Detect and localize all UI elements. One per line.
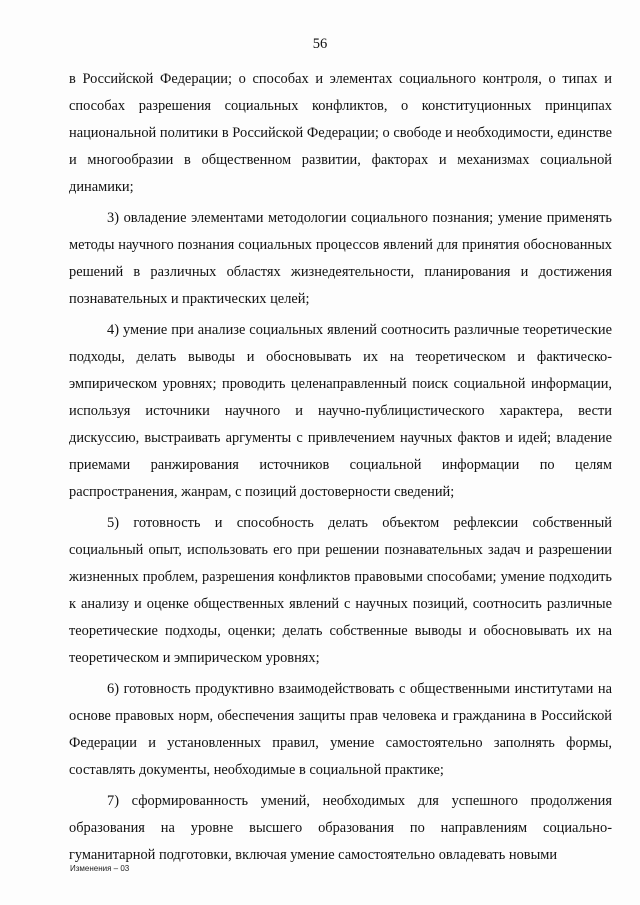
document-body	[69, 66, 612, 869]
paragraph-item-7: 7) сформированность умений, необходимых для успешного продолжения образования на уровне высшего образования по направлениям социально-гуманитарной подготовки, включая умение самостоятельно овладевать новыми	[69, 793, 612, 863]
paragraph-item-4: 4) умение при анализе социальных явлений соотносить различные теоретические подходы, делать выводы и обосновывать их на теоретическом и фактическо-эмпирическом уровнях; проводить целенаправленный поиск социальной информации, используя источники научного и научно-публицистического характера, вести дискуссию, выстраивать аргументы с привлечением научных фактов и идей; владение приемами ранжирования источников социальной информации по целям распространения, жанрам, с позиций достоверности сведений;	[69, 322, 612, 500]
paragraph-continuation: в Российской Федерации; о способах и элементах социального контроля, о типах и способах разрешения социальных конфликтов, о конституционных принципах национальной политики в Российской Федерации; о свободе и необходимости, единстве и многообразии в общественном развитии, факторах и механизмах социальной динамики;	[69, 71, 612, 195]
footer-revision-note: Изменения – 03	[70, 864, 130, 873]
paragraph-item-6: 6) готовность продуктивно взаимодействовать с общественными институтами на основе правовых норм, обеспечения защиты прав человека и гражданина в Российской Федерации и установленных правил, умение самостоятельно заполнять формы, составлять документы, необходимые в социальной практике;	[69, 680, 612, 778]
paragraph-item-5: 5) готовность и способность делать объектом рефлексии собственный социальный опыт, использовать его при решении познавательных задач и разрешении жизненных проблем, разрешения конфликтов правовыми способами; умение подходить к анализу и оценке общественных явлений с научных позиций, соотносить различные теоретические подходы, оценки; делать собственные выводы и обосновывать их на теоретическом и эмпирическом уровнях;	[69, 515, 612, 666]
paragraph-item-3: 3) овладение элементами методологии социального познания; умение применять методы научного познания социальных процессов явлений для принятия обоснованных решений в различных областях жизнедеятельности, планирования и достижения познавательных и практических целей;	[69, 210, 612, 307]
page-number: 56	[312, 36, 328, 52]
